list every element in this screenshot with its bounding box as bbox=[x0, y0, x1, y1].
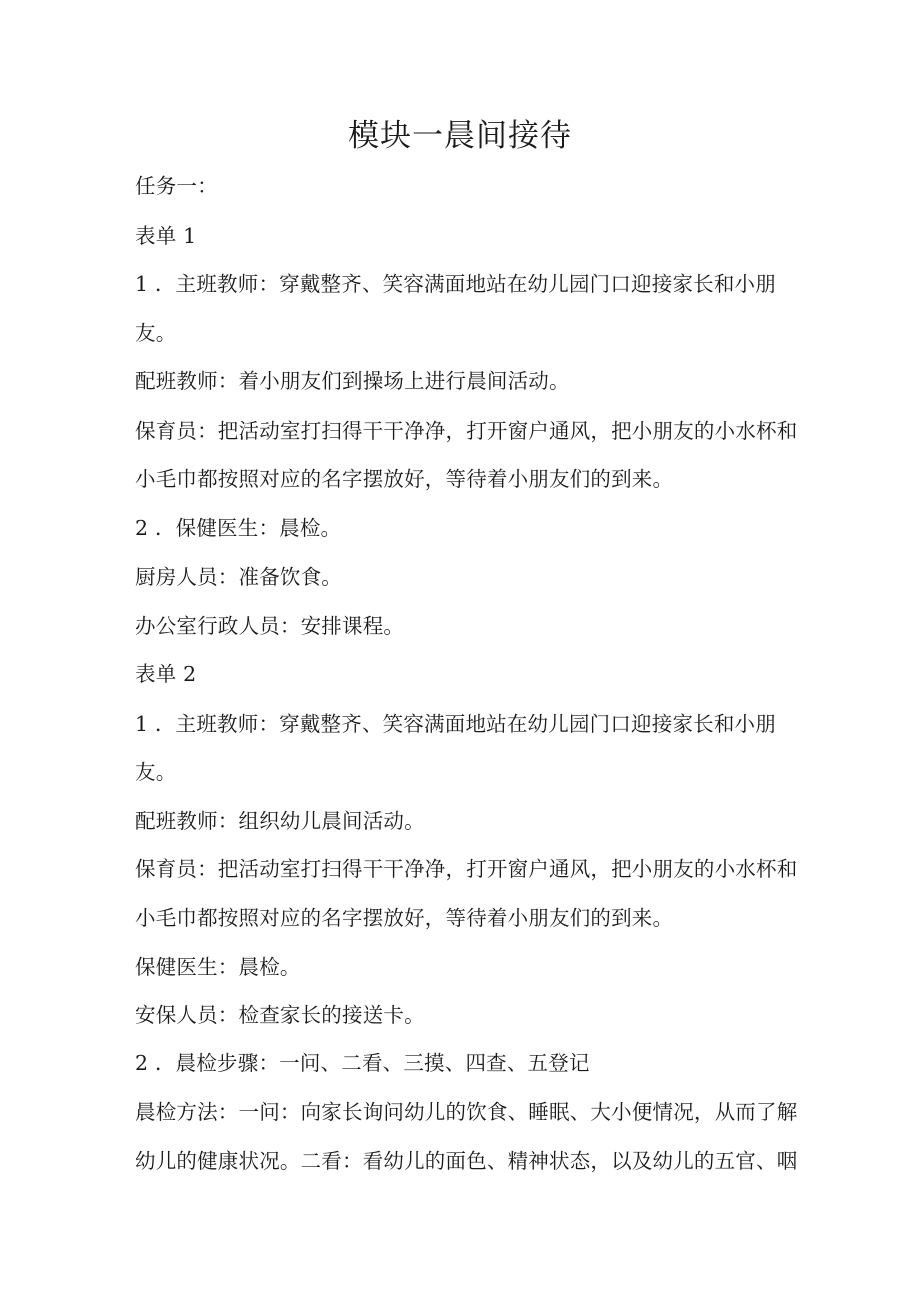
text-line: 1 ．主班教师：穿戴整齐、笑容满面地站在幼儿园门口迎接家长和小朋 bbox=[135, 712, 776, 736]
text-line: 保育员：把活动室打扫得干干净净，打开窗户通风，把小朋友的小水杯和 bbox=[135, 419, 798, 443]
text-line: 保健医生：晨检。 bbox=[135, 955, 301, 979]
text-line-form1-heading: 表单 1 bbox=[135, 224, 197, 248]
text-line: 2 ．晨检步骤：一问、二看、三摸、四查、五登记 bbox=[135, 1051, 590, 1075]
text-line: 2 ．保健医生：晨检。 bbox=[135, 516, 342, 540]
text-line: 小毛巾都按照对应的名字摆放好，等待着小朋友们的到来。 bbox=[135, 906, 674, 930]
text-line: 友。 bbox=[135, 760, 177, 784]
text-line: 配班教师：组织幼儿晨间活动。 bbox=[135, 809, 425, 833]
text-line: 晨检方法：一问：向家长询问幼儿的饮食、睡眠、大小便情况，从而了解 bbox=[135, 1100, 798, 1124]
text-line: 厨房人员：准备饮食。 bbox=[135, 565, 342, 589]
text-line: 保育员：把活动室打扫得干干净净，打开窗户通风，把小朋友的小水杯和 bbox=[135, 857, 798, 881]
text-line: 幼儿的健康状况。二看：看幼儿的面色、精神状态，以及幼儿的五官、咽 bbox=[135, 1149, 798, 1173]
text-line-form2-heading: 表单 2 bbox=[135, 662, 197, 686]
document-title: 模块一晨间接待 bbox=[348, 118, 572, 154]
text-line: 小毛巾都按照对应的名字摆放好，等待着小朋友们的到来。 bbox=[135, 467, 674, 491]
text-line: 友。 bbox=[135, 321, 177, 345]
text-line-task: 任务一： bbox=[135, 174, 218, 198]
text-line: 配班教师：着小朋友们到操场上进行晨间活动。 bbox=[135, 369, 570, 393]
text-line: 1 ．主班教师：穿戴整齐、笑容满面地站在幼儿园门口迎接家长和小朋 bbox=[135, 272, 776, 296]
text-line: 办公室行政人员：安排课程。 bbox=[135, 614, 405, 638]
text-line: 安保人员：检查家长的接送卡。 bbox=[135, 1003, 425, 1027]
